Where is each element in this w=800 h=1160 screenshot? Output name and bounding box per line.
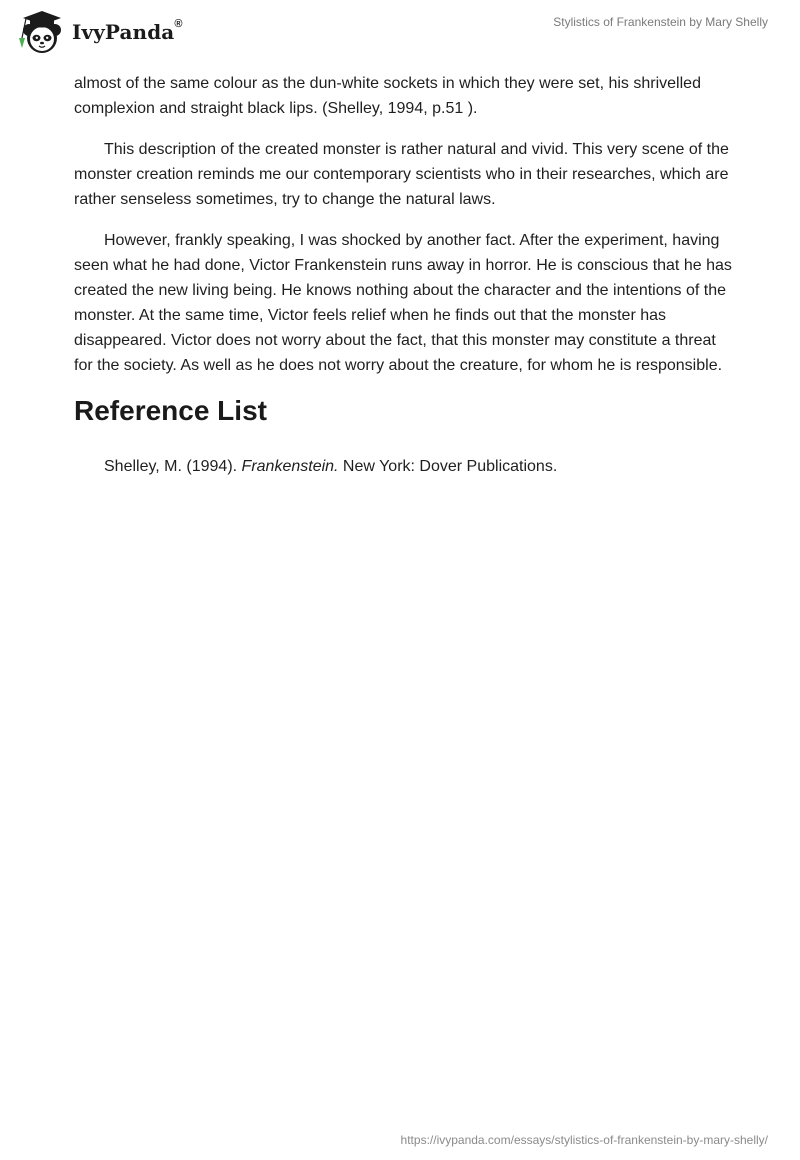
reference-entry [74,454,734,479]
reference-title: Frankenstein. [241,458,339,475]
reference-publisher: New York: Dover Publications. [338,458,558,475]
body-paragraph: This description of the created monster is rather natural and vivid. This very scene of the monster creation reminds me our contemporary scientists who in their researches, which are rather senseless sometimes, try to change the natural laws. [74,141,729,208]
reference-author-year: Shelley, M. (1994). [104,458,242,475]
panda-graduate-icon [16,8,68,56]
footer-source-link[interactable]: https://ivypanda.com/essays/stylistics-of-frankenstein-by-mary-shelly/ [400,1133,768,1147]
reference-list-heading: Reference List [74,395,267,426]
document-title: Stylistics of Frankenstein by Mary Shelly [553,15,768,29]
brand-name: IvyPanda® [72,18,183,44]
page-header [0,0,800,64]
body-paragraph: almost of the same colour as the dun-white sockets in which they were set, his shrivelled complexion and straight black lips. (Shelley, 1994, p.51 ). [74,75,701,117]
document-body [74,71,734,495]
brand-logo[interactable] [16,8,183,56]
body-paragraph: However, frankly speaking, I was shocked by another fact. After the experiment, having seen what he had done, Victor Frankenstein runs away in horror. He is conscious that he has created the new living being. He knows nothing about the character and the intentions of the monster. At the same time, Victor feels relief when he finds out that the monster has disappeared. Victor does not worry about the fact, that this monster may constitute a threat for the society. As well as he does not worry about the creature, for whom he is responsible. [74,232,732,374]
